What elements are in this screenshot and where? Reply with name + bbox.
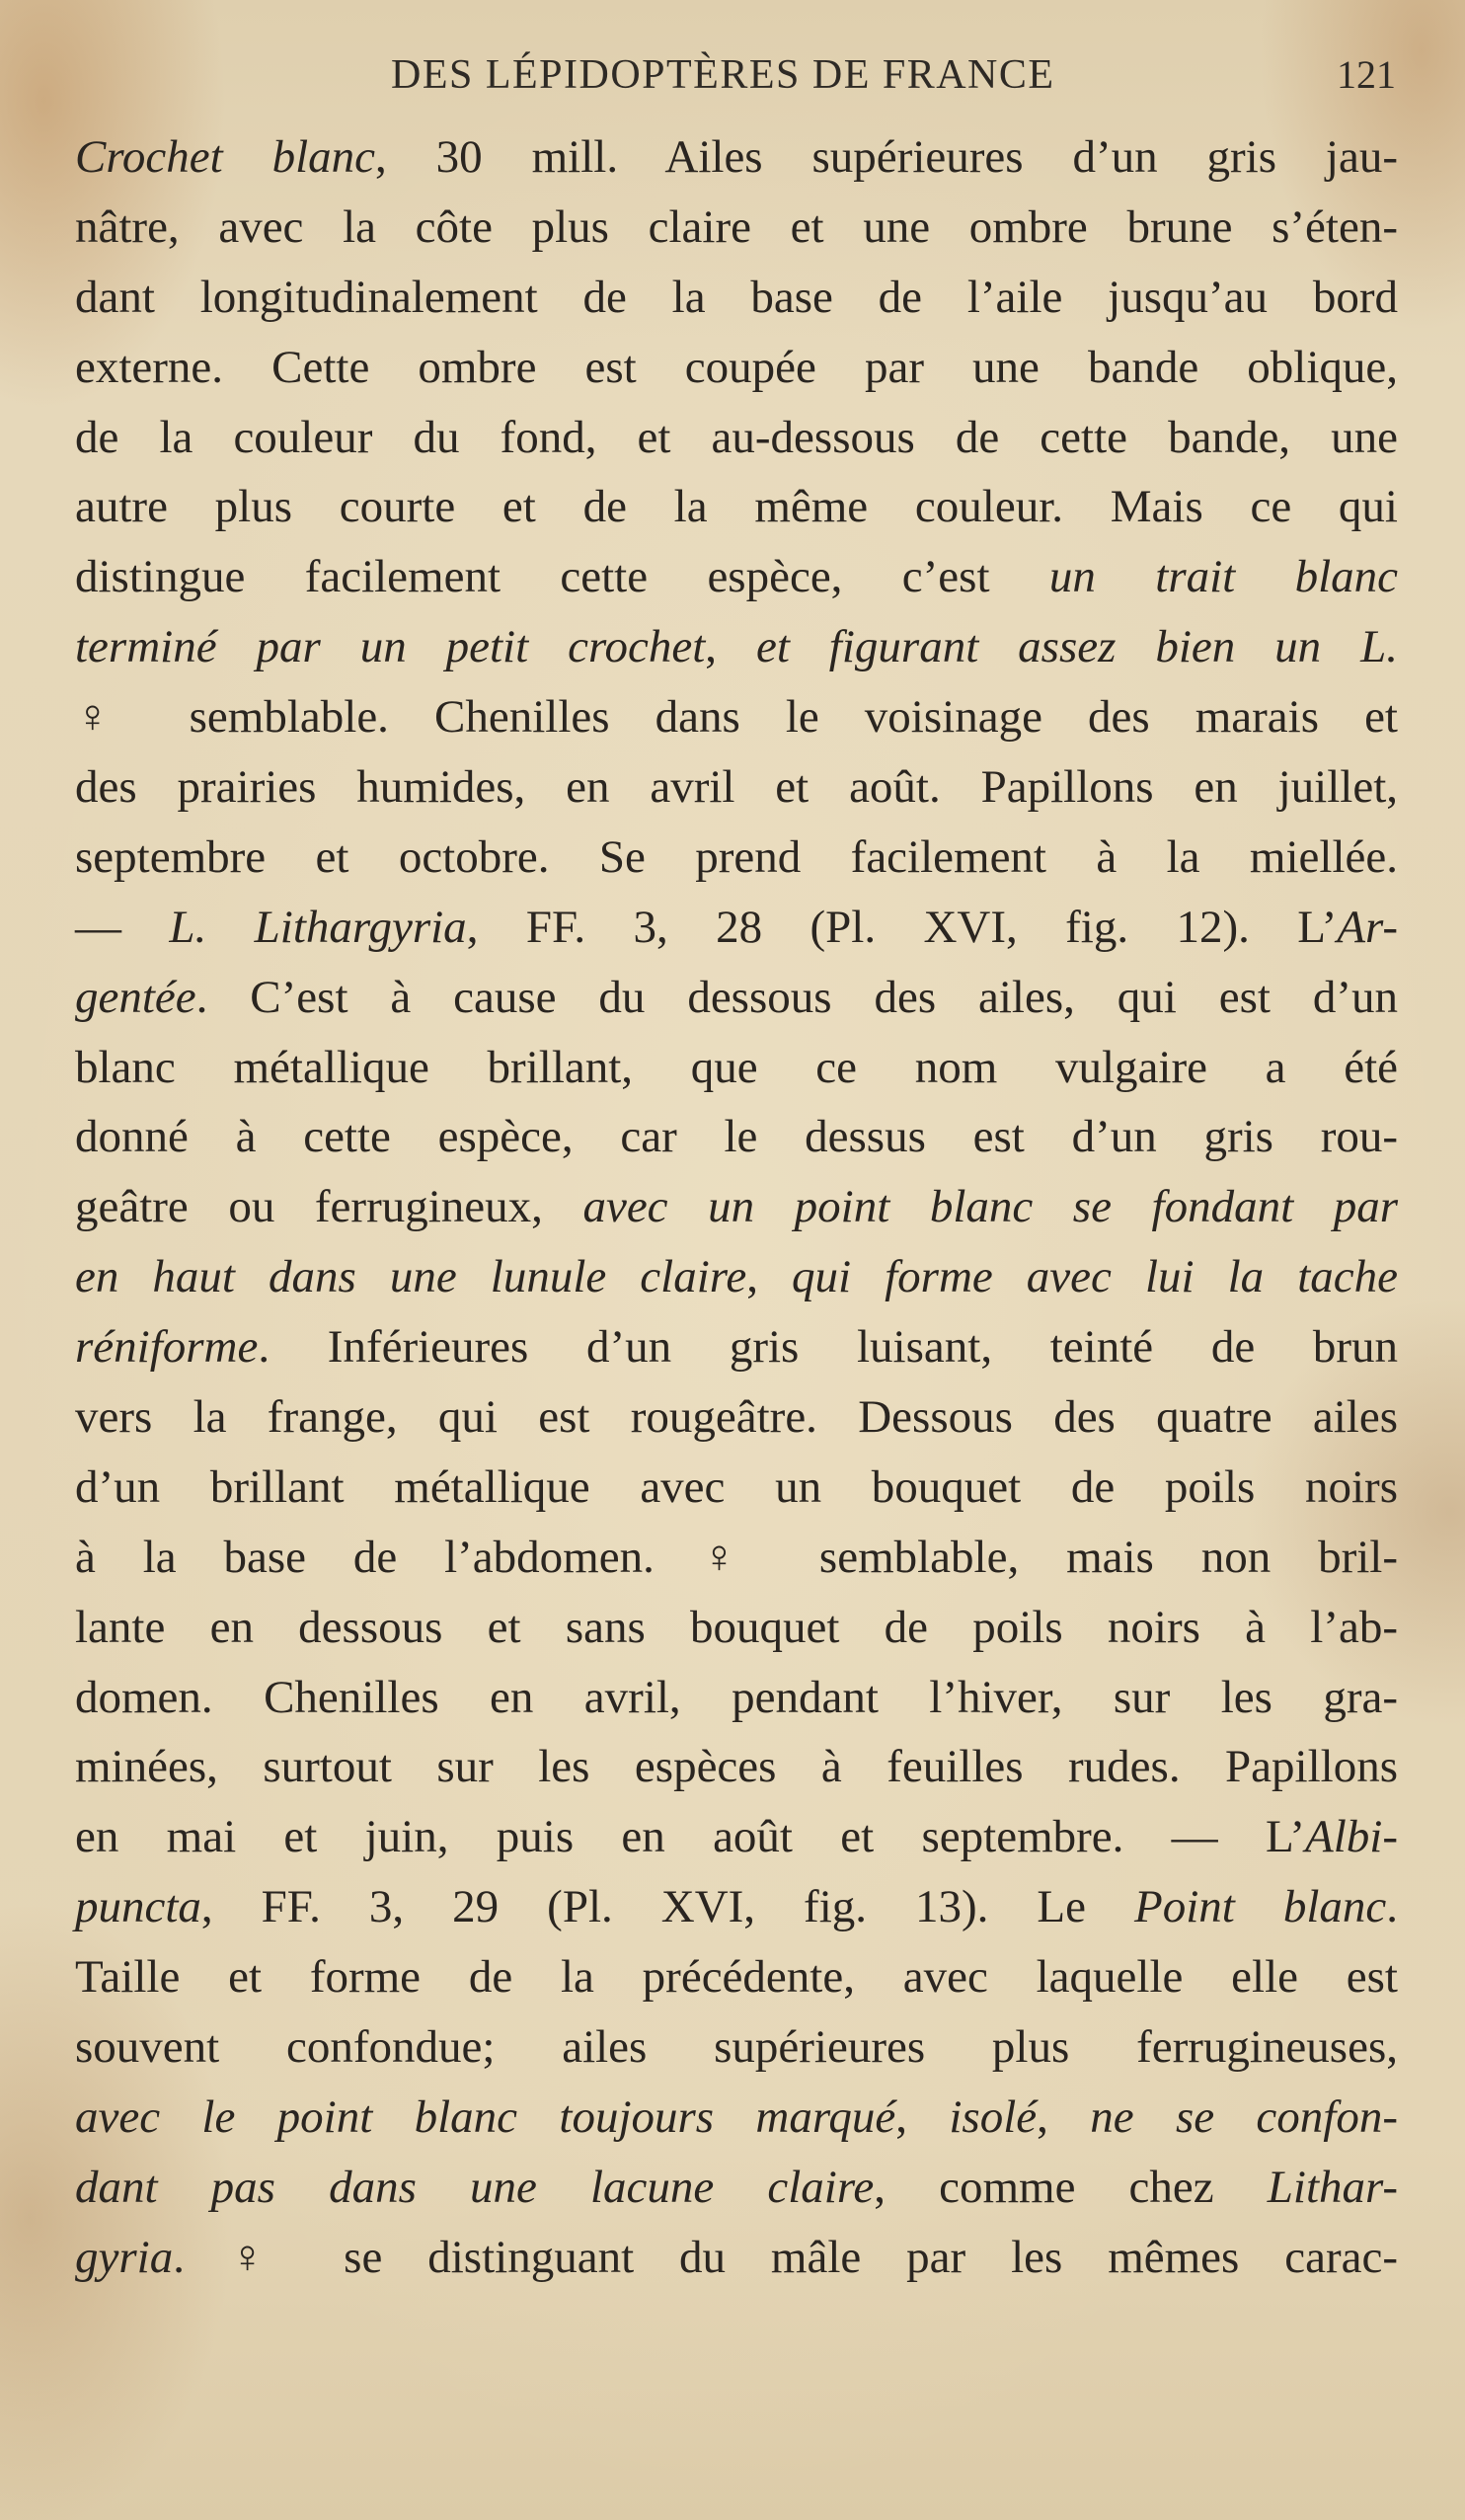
italic-segment: et figurant assez bien un L. (755, 621, 1398, 673)
text-segment: vers la frange, qui est rougeâtre. Dessous des quatre ailes (75, 1391, 1398, 1444)
text-segment: autre plus courte et de la même couleur. Mais ce qui (75, 481, 1398, 533)
page-header (75, 51, 1398, 111)
text-segment: distingue facilement cette espèce, c’est (75, 551, 1049, 603)
italic-segment: réniforme (75, 1321, 259, 1374)
italic-segment: Lithar- (1267, 2161, 1399, 2213)
italic-segment: isolé (949, 2090, 1038, 2143)
text-segment: septembre et octobre. Se prend facilement à la miellée. (75, 830, 1398, 883)
text-segment: blanc métallique brillant, que ce nom vulgaire a été (75, 1041, 1398, 1093)
text-segment: . ♀ se distinguant du mâle par les mêmes carac- (173, 2231, 1398, 2283)
page-number: 121 (1337, 52, 1396, 97)
text-segment: . (1386, 1881, 1398, 1933)
text-line (75, 1872, 1398, 1942)
italic-segment: Point blanc (1134, 1881, 1387, 1933)
text-line (75, 1942, 1398, 2012)
italic-segment: gyria (75, 2231, 174, 2283)
italic-segment: Crochet blanc (75, 131, 376, 183)
italic-segment: L. Lithargyria (169, 901, 467, 953)
text-segment: , comme chez (874, 2161, 1268, 2213)
text-segment: minées, surtout sur les espèces à feuilles rudes. Papillons (75, 1741, 1398, 1793)
text-line (75, 1453, 1398, 1523)
italic-segment: terminé par un petit crochet (75, 621, 706, 673)
text-line (75, 542, 1398, 612)
text-line (75, 2083, 1398, 2153)
italic-segment: puncta (75, 1881, 201, 1933)
text-line (75, 1312, 1398, 1382)
text-segment: externe. Cette ombre est coupée par une bande oblique, (75, 341, 1398, 393)
text-line (75, 1033, 1398, 1103)
text-line (75, 2153, 1398, 2223)
text-segment: donné à cette espèce, car le dessus est d’un gris rou- (75, 1111, 1398, 1163)
text-line (75, 612, 1398, 682)
body-text (75, 122, 1398, 2293)
italic-segment: Ar- (1337, 901, 1399, 953)
text-segment: nâtre, avec la côte plus claire et une ombre brune s’éten- (75, 200, 1398, 253)
text-segment: . Inférieures d’un gris luisant, teinté de brun (258, 1321, 1398, 1374)
text-segment: ♀ semblable. Chenilles dans le voisinage des marais et (75, 691, 1398, 744)
text-line (75, 1172, 1398, 1242)
text-line (75, 472, 1398, 542)
text-line (75, 1802, 1398, 1872)
text-line (75, 752, 1398, 823)
text-segment: souvent confondue; ailes supérieures plus ferrugineuses, (75, 2021, 1398, 2074)
italic-segment: avec un point blanc se fondant par (582, 1181, 1398, 1233)
italic-segment: gentée (75, 971, 196, 1023)
italic-segment: dant pas dans une lacune claire (75, 2161, 875, 2213)
text-line (75, 823, 1398, 893)
text-line (75, 2223, 1398, 2293)
text-segment: à la base de l’abdomen. ♀ semblable, mais non bril- (75, 1531, 1398, 1583)
text-segment: , 30 mill. Ailes supérieures d’un gris jau- (375, 131, 1398, 183)
text-segment: Taille et forme de la précédente, avec laquelle elle est (75, 1951, 1398, 2004)
text-line (75, 682, 1398, 752)
italic-segment: en haut dans une lunule claire (75, 1251, 747, 1303)
text-line (75, 333, 1398, 403)
text-line (75, 1102, 1398, 1172)
text-segment: , (895, 2090, 950, 2143)
text-line (75, 1663, 1398, 1733)
text-segment: d’un brillant métallique avec un bouquet de poils noirs (75, 1460, 1398, 1513)
text-line (75, 1523, 1398, 1593)
italic-segment: qui forme avec lui la tache (792, 1251, 1399, 1303)
text-segment: dant longitudinalement de la base de l’aile jusqu’au bord (75, 271, 1398, 323)
text-line (75, 193, 1398, 263)
text-segment: — (75, 901, 170, 953)
text-segment: , FF. 3, 29 (Pl. XVI, fig. 13). Le (200, 1881, 1134, 1933)
text-segment: , (746, 1251, 792, 1303)
italic-segment: ne se confon- (1090, 2090, 1399, 2143)
italic-segment: avec le point blanc toujours marqué (75, 2090, 896, 2143)
text-segment: lante en dessous et sans bouquet de poils noirs à l’ab- (75, 1601, 1398, 1653)
text-line (75, 963, 1398, 1033)
text-line (75, 1593, 1398, 1663)
text-segment: , (705, 621, 756, 673)
text-line (75, 122, 1398, 193)
text-line (75, 2012, 1398, 2083)
text-segment: des prairies humides, en avril et août. Papillons en juillet, (75, 761, 1398, 814)
italic-segment: Albi- (1305, 1811, 1398, 1863)
italic-segment: un trait blanc (1048, 551, 1399, 603)
text-line (75, 1382, 1398, 1453)
text-segment: geâtre ou ferrugineux, (75, 1181, 583, 1233)
text-segment: domen. Chenilles en avril, pendant l’hiver, sur les gra- (75, 1671, 1398, 1723)
text-line (75, 1242, 1398, 1312)
text-segment: , (1037, 2090, 1091, 2143)
text-segment: , FF. 3, 28 (Pl. XVI, fig. 12). L’ (466, 901, 1338, 953)
running-title: DES LÉPIDOPTÈRES DE FRANCE (391, 52, 1055, 98)
text-segment: . C’est à cause du dessous des ailes, qui est d’un (195, 971, 1398, 1023)
text-line (75, 893, 1398, 963)
text-line (75, 403, 1398, 473)
text-segment: de la couleur du fond, et au-dessous de cette bande, une (75, 411, 1398, 463)
text-line (75, 1732, 1398, 1802)
text-segment: en mai et juin, puis en août et septembre. — L’ (75, 1811, 1306, 1863)
text-line (75, 263, 1398, 333)
